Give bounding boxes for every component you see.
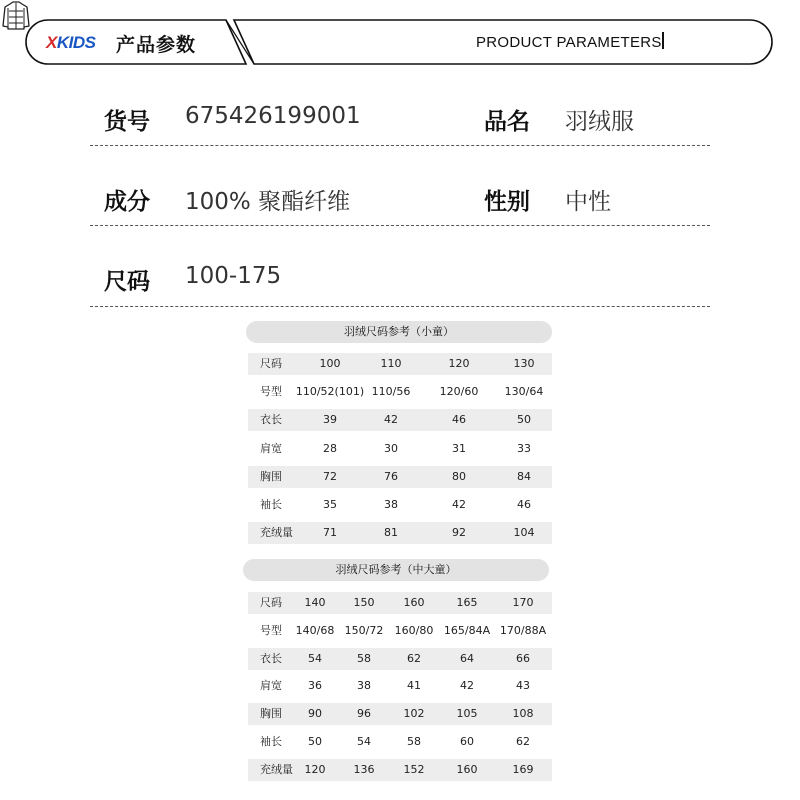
row-label: 号型 <box>260 623 282 637</box>
info-row-material <box>90 183 710 223</box>
table-cell: 150/72 <box>344 623 384 637</box>
table-cell: 64 <box>460 651 474 665</box>
table-cell: 58 <box>407 735 421 748</box>
down-jacket-icon <box>0 0 32 30</box>
table-cell: 90 <box>308 707 322 721</box>
table-cell: 169 <box>512 762 534 776</box>
item-no-label: 货号 <box>104 109 150 135</box>
row-label: 衣长 <box>260 413 282 427</box>
table-cell: 42 <box>460 679 474 693</box>
row-label: 肩宽 <box>260 679 282 693</box>
header-subtitle: PRODUCT PARAMETERS <box>476 34 662 51</box>
item-no-value: 675426199001 <box>185 103 361 129</box>
table-row <box>248 522 552 544</box>
table-cell: 31 <box>452 441 466 455</box>
table-cell: 136 <box>353 762 375 776</box>
table-cell: 110/52(101) <box>295 385 365 399</box>
brand-logo <box>46 33 95 53</box>
table-cell: 140 <box>304 596 326 609</box>
info-row-size <box>90 263 710 303</box>
table-cell: 58 <box>357 651 371 665</box>
table-cell: 160 <box>403 596 425 609</box>
table-cell: 76 <box>384 469 398 483</box>
table-cell: 140/68 <box>295 623 335 637</box>
row-label: 胸围 <box>260 469 282 483</box>
table-cell: 39 <box>323 413 337 427</box>
info-row-item <box>90 103 710 143</box>
brand-logo-prefix: X <box>46 33 57 52</box>
size-label: 尺码 <box>104 269 150 295</box>
header-banner <box>0 0 800 80</box>
table-cell: 152 <box>403 762 425 776</box>
table-cell: 160/80 <box>394 623 434 637</box>
table-row <box>248 648 552 670</box>
material-label: 成分 <box>104 189 150 215</box>
table-cell: 160 <box>456 762 478 776</box>
table-cell: 28 <box>323 441 337 455</box>
table-cell: 62 <box>407 651 421 665</box>
table-cell: 165 <box>456 596 478 609</box>
table-cell: 165/84A <box>443 623 491 637</box>
table-row <box>248 494 552 516</box>
row-label: 尺码 <box>260 596 282 609</box>
gender-value: 中性 <box>565 189 611 215</box>
table-cell: 38 <box>384 498 398 511</box>
table-cell: 80 <box>452 469 466 483</box>
table-cell: 100 <box>319 357 341 370</box>
table-row <box>248 466 552 488</box>
product-name-value: 羽绒服 <box>565 109 634 135</box>
table-cell: 35 <box>323 498 337 511</box>
table-cell: 150 <box>353 596 375 609</box>
row-label: 袖长 <box>260 735 282 748</box>
divider <box>90 225 710 226</box>
table-cell: 104 <box>513 526 535 540</box>
table-cell: 170/88A <box>499 623 547 637</box>
table-cell: 72 <box>323 469 337 483</box>
table-row <box>248 731 552 753</box>
table-cell: 108 <box>512 707 534 721</box>
table-cell: 81 <box>384 526 398 540</box>
table-cell: 92 <box>452 526 466 540</box>
table-cell: 43 <box>516 679 530 693</box>
table-cell: 50 <box>308 735 322 748</box>
table-cell: 96 <box>357 707 371 721</box>
table-cell: 38 <box>357 679 371 693</box>
table-cell: 110 <box>380 357 402 370</box>
header-divider <box>662 32 664 49</box>
table-cell: 71 <box>323 526 337 540</box>
table-row <box>248 675 552 697</box>
table-cell: 42 <box>384 413 398 427</box>
table-cell: 66 <box>516 651 530 665</box>
divider <box>90 306 710 307</box>
table-cell: 46 <box>452 413 466 427</box>
table-cell: 84 <box>517 469 531 483</box>
table-row <box>248 620 552 642</box>
table-cell: 120 <box>304 762 326 776</box>
row-label: 号型 <box>260 385 282 399</box>
table-cell: 50 <box>517 413 531 427</box>
row-label: 袖长 <box>260 498 282 511</box>
divider <box>90 145 710 146</box>
row-label: 衣长 <box>260 651 282 665</box>
table-cell: 54 <box>308 651 322 665</box>
table-row <box>248 759 552 781</box>
table-cell: 62 <box>516 735 530 748</box>
table-row <box>248 353 552 375</box>
table-cell: 36 <box>308 679 322 693</box>
table-row <box>248 409 552 431</box>
table-cell: 54 <box>357 735 371 748</box>
row-label: 充绒量 <box>260 762 293 776</box>
table-row <box>248 592 552 614</box>
table-cell: 110/56 <box>371 385 411 399</box>
table-cell: 130/64 <box>504 385 544 399</box>
row-label: 肩宽 <box>260 441 282 455</box>
header-title: 产品参数 <box>116 34 197 56</box>
table-cell: 120/60 <box>439 385 479 399</box>
table-cell: 120 <box>448 357 470 370</box>
gender-label: 性别 <box>484 189 530 215</box>
small-table-title: 羽绒尺码参考（小童） <box>246 321 552 343</box>
table-cell: 42 <box>452 498 466 511</box>
material-value: 100% 聚酯纤维 <box>185 189 351 215</box>
table-cell: 41 <box>407 679 421 693</box>
row-label: 充绒量 <box>260 526 293 540</box>
product-name-label: 品名 <box>484 109 530 135</box>
table-row <box>248 438 552 460</box>
table-cell: 102 <box>403 707 425 721</box>
table-cell: 130 <box>513 357 535 370</box>
table-cell: 170 <box>512 596 534 609</box>
size-value: 100-175 <box>185 263 282 289</box>
table-row <box>248 381 552 403</box>
table-cell: 46 <box>517 498 531 511</box>
row-label: 尺码 <box>260 357 282 370</box>
table-row <box>248 703 552 725</box>
row-label: 胸围 <box>260 707 282 721</box>
brand-logo-suffix: KIDS <box>56 33 96 52</box>
table-cell: 60 <box>460 735 474 748</box>
table-cell: 105 <box>456 707 478 721</box>
banner-slash <box>226 20 254 64</box>
large-table-title: 羽绒尺码参考（中大童） <box>243 559 549 581</box>
table-cell: 33 <box>517 441 531 455</box>
table-cell: 30 <box>384 441 398 455</box>
